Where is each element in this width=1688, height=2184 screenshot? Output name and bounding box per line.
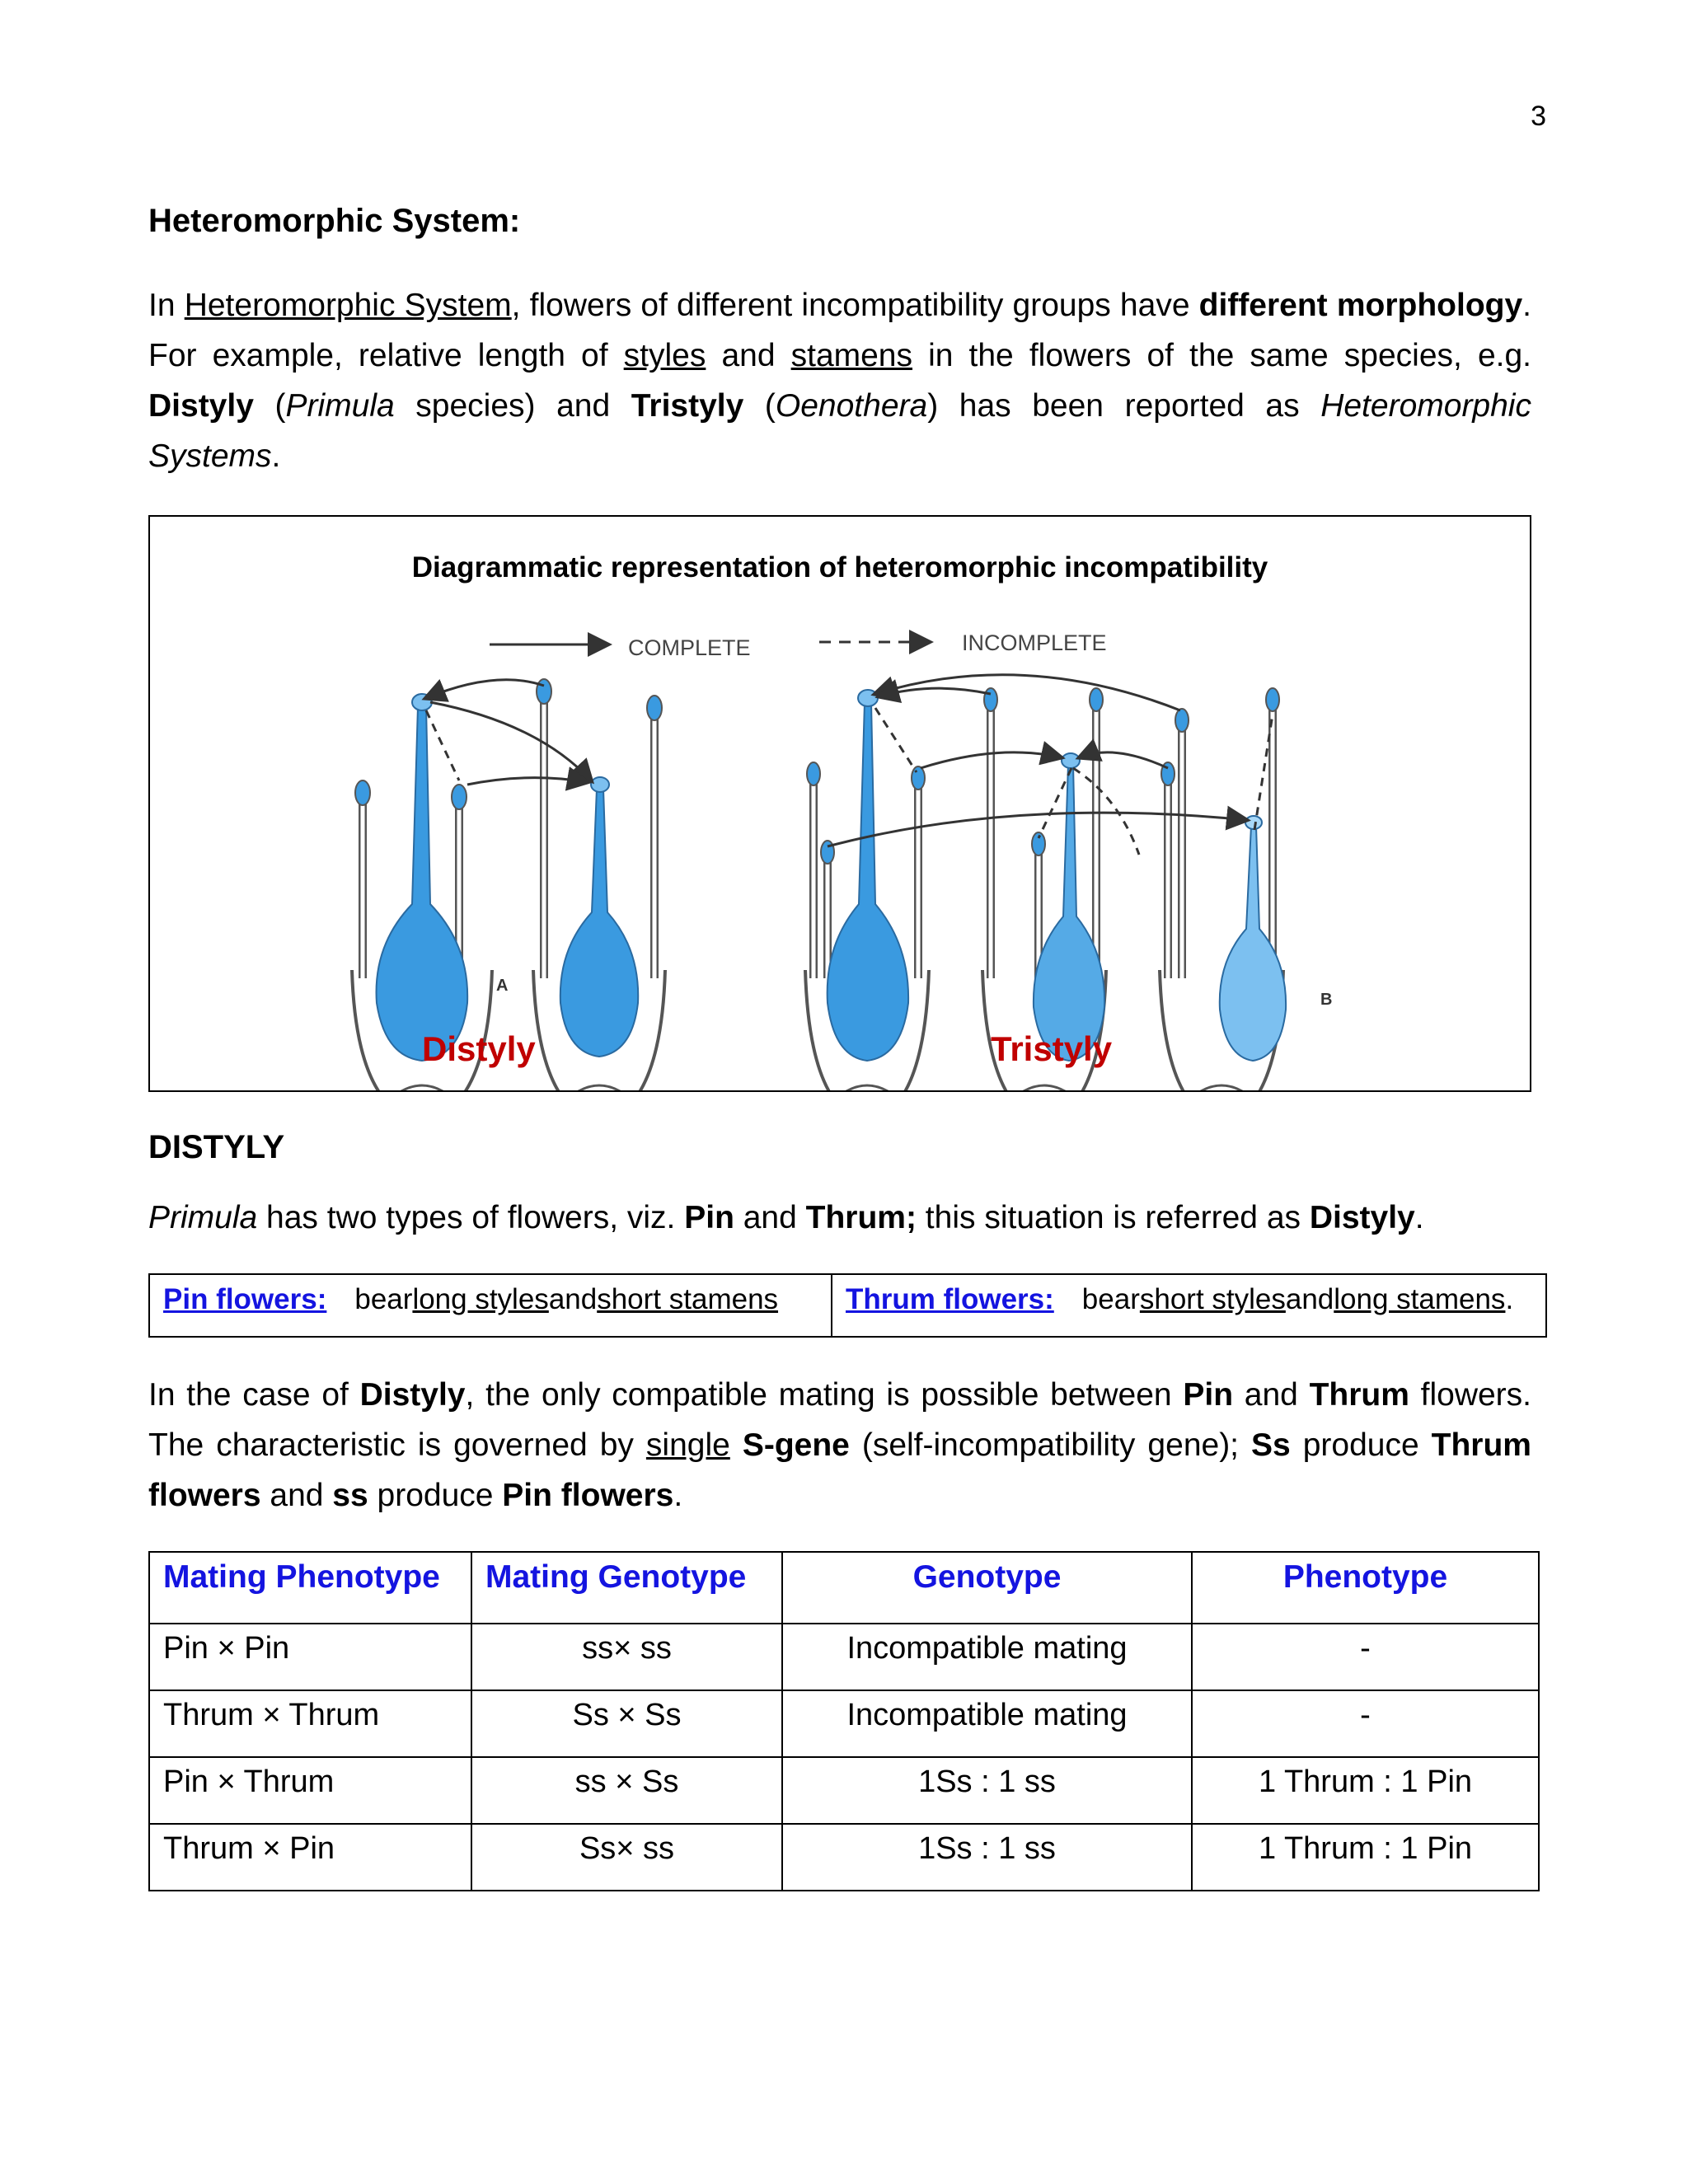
cell-phenotype: 1 Thrum : 1 Pin xyxy=(1192,1824,1539,1891)
cell-mating-phenotype: Thrum × Pin xyxy=(149,1824,471,1891)
cell-genotype: 1Ss : 1 ss xyxy=(782,1757,1192,1824)
thrum-flowers-key: Thrum flowers: xyxy=(846,1283,1054,1315)
paragraph-compatibility: In the case of Distyly, the only compatible mating is possible between Pin and Thrum flowers. The characteristic is governed by single S-gene (self-incompatibility gene); Ss produce Thrum flowers and ss produce Pin flowers. xyxy=(148,1377,1531,1513)
figure-title: Diagrammatic representation of heteromorphic incompatibility xyxy=(411,551,1268,583)
legend-complete-label: COMPLETE xyxy=(628,635,751,660)
panel-b-label: B xyxy=(1320,991,1333,1009)
cell-genotype: Incompatible mating xyxy=(782,1624,1192,1690)
header-mating-genotype: Mating Genotype xyxy=(471,1552,782,1624)
cell-phenotype: 1 Thrum : 1 Pin xyxy=(1192,1757,1539,1824)
figure-box xyxy=(148,515,1531,1092)
distyly-flower-thrum xyxy=(533,679,665,1090)
panel-a-label: A xyxy=(496,977,509,995)
paragraph-heteromorphic: In Heteromorphic System, flowers of different incompatibility groups have different morphology. For example, relative length of styles and stamens in the flowers of the same species, e.g. Distyly (Primula species) and Tristyly (Oenothera) has been reported as Heteromorphic Systems. xyxy=(148,288,1531,474)
section-title-distyly: DISTYLY xyxy=(148,1129,285,1165)
label-tristyly: Tristyly xyxy=(991,1029,1113,1068)
cell-phenotype: - xyxy=(1192,1690,1539,1757)
table-row xyxy=(149,1624,1539,1690)
heteromorphic-diagram xyxy=(150,517,1530,1090)
cell-mating-genotype: Ss× ss xyxy=(471,1824,782,1891)
table-header-row xyxy=(149,1552,1539,1624)
paragraph-distyly: Primula has two types of flowers, viz. Pin and Thrum; this situation is referred as Distyly. xyxy=(148,1200,1424,1235)
table-row xyxy=(149,1757,1539,1824)
cell-genotype: Incompatible mating xyxy=(782,1690,1192,1757)
cell-mating-phenotype: Pin × Thrum xyxy=(149,1757,471,1824)
header-genotype: Genotype xyxy=(782,1552,1192,1624)
header-phenotype: Phenotype xyxy=(1192,1552,1539,1624)
thrum-flowers-cell: Thrum flowers: bear short styles and long stamens . xyxy=(831,1275,1545,1336)
mating-table xyxy=(148,1551,1540,1891)
tristyly-flower-long xyxy=(805,690,929,1090)
cell-genotype: 1Ss : 1 ss xyxy=(782,1824,1192,1891)
page-number: 3 xyxy=(1531,101,1546,132)
cell-mating-genotype: Ss × Ss xyxy=(471,1690,782,1757)
cell-mating-genotype: ss × Ss xyxy=(471,1757,782,1824)
pin-thrum-table xyxy=(148,1273,1547,1338)
label-distyly: Distyly xyxy=(422,1029,536,1068)
pin-flowers-cell: Pin flowers: bear long styles and short stamens xyxy=(163,1283,779,1315)
cell-mating-genotype: ss× ss xyxy=(471,1624,782,1690)
table-row xyxy=(149,1824,1539,1891)
pin-flowers-key: Pin flowers: xyxy=(163,1283,327,1315)
cell-mating-phenotype: Thrum × Thrum xyxy=(149,1690,471,1757)
header-mating-phenotype: Mating Phenotype xyxy=(149,1552,471,1624)
table-row xyxy=(149,1690,1539,1757)
section-title-heteromorphic: Heteromorphic System: xyxy=(148,203,521,239)
legend-incomplete-label: INCOMPLETE xyxy=(962,630,1107,655)
cell-mating-phenotype: Pin × Pin xyxy=(149,1624,471,1690)
cell-phenotype: - xyxy=(1192,1624,1539,1690)
